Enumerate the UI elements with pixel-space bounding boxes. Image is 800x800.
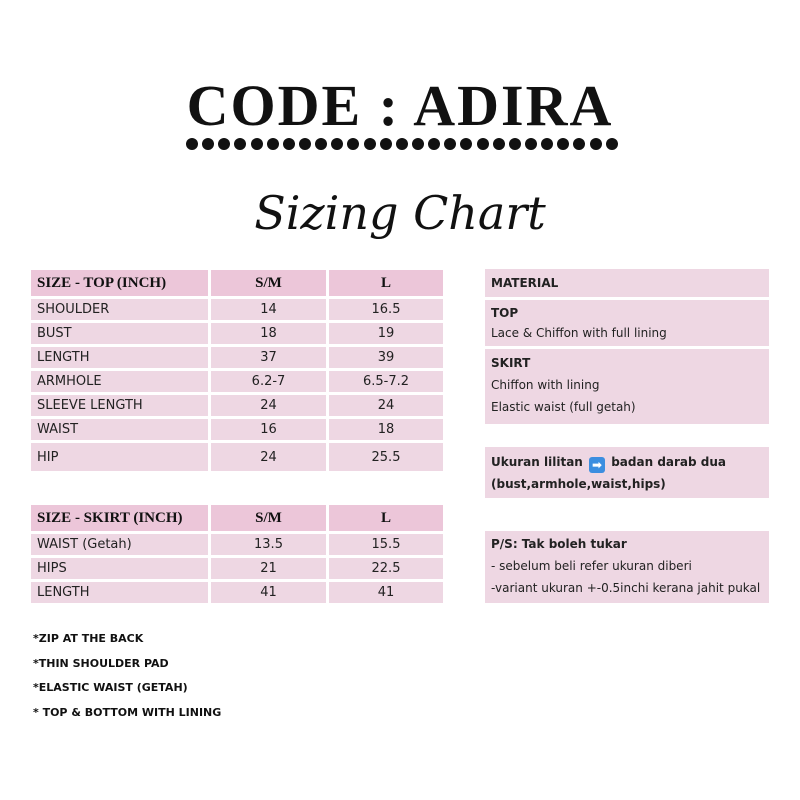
table-row xyxy=(31,582,443,603)
table-cell: 19 xyxy=(329,323,443,344)
table-cell: 25.5 xyxy=(329,443,443,471)
table-cell: 13.5 xyxy=(211,534,329,555)
column-header: SIZE - SKIRT (INCH) xyxy=(31,505,211,531)
material-heading: MATERIAL xyxy=(491,276,559,290)
table-cell: 37 xyxy=(211,347,329,368)
table-header-row xyxy=(31,270,443,296)
note-item: *THIN SHOULDER PAD xyxy=(33,656,169,670)
table-cell: 16.5 xyxy=(329,299,443,320)
material-skirt-label: SKIRT xyxy=(491,356,531,370)
table-cell: 22.5 xyxy=(329,558,443,579)
material-top-desc: Lace & Chiffon with full lining xyxy=(491,326,667,340)
note-item: *ZIP AT THE BACK xyxy=(33,632,144,645)
measurement-note-line xyxy=(485,447,769,473)
table-row xyxy=(31,443,443,471)
measurement-note-text: Ukuran lilitan xyxy=(491,455,583,469)
table-cell: 6.5-7.2 xyxy=(329,371,443,392)
top-size-table xyxy=(31,267,443,474)
measurement-note-text: badan darab dua xyxy=(611,455,727,469)
table-cell: LENGTH xyxy=(31,347,211,368)
table-row xyxy=(31,299,443,320)
page-title: CODE : ADIRA xyxy=(186,73,614,138)
skirt-size-table xyxy=(31,502,443,606)
material-skirt-desc: Chiffon with lining xyxy=(491,378,600,392)
table-row xyxy=(31,371,443,392)
ps-line: -variant ukuran +-0.5inchi kerana jahit pukal xyxy=(491,581,761,595)
table-row xyxy=(31,323,443,344)
table-cell: WAIST (Getah) xyxy=(31,534,211,555)
ps-line: - sebelum beli refer ukuran diberi xyxy=(491,559,692,573)
table-cell: SLEEVE LENGTH xyxy=(31,395,211,416)
page-subtitle: Sizing Chart xyxy=(254,186,546,240)
table-cell: HIP xyxy=(31,443,211,471)
table-row xyxy=(31,534,443,555)
column-header: L xyxy=(329,270,443,296)
note-item: * TOP & BOTTOM WITH LINING xyxy=(33,705,222,719)
ps-heading: P/S: Tak boleh tukar xyxy=(491,537,627,551)
table-cell: 18 xyxy=(211,323,329,344)
measurement-note-line: (bust,armhole,waist,hips) xyxy=(491,477,666,491)
table-cell: 16 xyxy=(211,419,329,440)
table-cell: 24 xyxy=(211,443,329,471)
note-item: *ELASTIC WAIST (GETAH) xyxy=(33,681,188,694)
table-cell: 21 xyxy=(211,558,329,579)
right-arrow-icon: ➡ xyxy=(589,457,605,473)
table-cell: ARMHOLE xyxy=(31,371,211,392)
material-panel xyxy=(485,269,769,424)
table-cell: 6.2-7 xyxy=(211,371,329,392)
table-cell: BUST xyxy=(31,323,211,344)
table-cell: HIPS xyxy=(31,558,211,579)
table-cell: 18 xyxy=(329,419,443,440)
column-header: S/M xyxy=(211,270,329,296)
column-header: L xyxy=(329,505,443,531)
table-row xyxy=(31,347,443,368)
measurement-note-panel xyxy=(485,447,769,498)
material-top-label: TOP xyxy=(491,306,519,320)
table-cell: LENGTH xyxy=(31,582,211,603)
table-header-row xyxy=(31,505,443,531)
table-cell: 41 xyxy=(211,582,329,603)
table-row xyxy=(31,419,443,440)
column-header: SIZE - TOP (INCH) xyxy=(31,270,211,296)
column-header: S/M xyxy=(211,505,329,531)
table-row xyxy=(31,395,443,416)
table-cell: 39 xyxy=(329,347,443,368)
ps-note-panel xyxy=(485,531,769,603)
table-row xyxy=(31,558,443,579)
material-skirt-desc: Elastic waist (full getah) xyxy=(491,400,636,414)
table-cell: 24 xyxy=(211,395,329,416)
table-cell: 24 xyxy=(329,395,443,416)
table-cell: WAIST xyxy=(31,419,211,440)
table-cell: SHOULDER xyxy=(31,299,211,320)
dotted-divider xyxy=(186,138,618,152)
table-cell: 41 xyxy=(329,582,443,603)
product-notes xyxy=(33,632,221,730)
table-cell: 15.5 xyxy=(329,534,443,555)
table-cell: 14 xyxy=(211,299,329,320)
